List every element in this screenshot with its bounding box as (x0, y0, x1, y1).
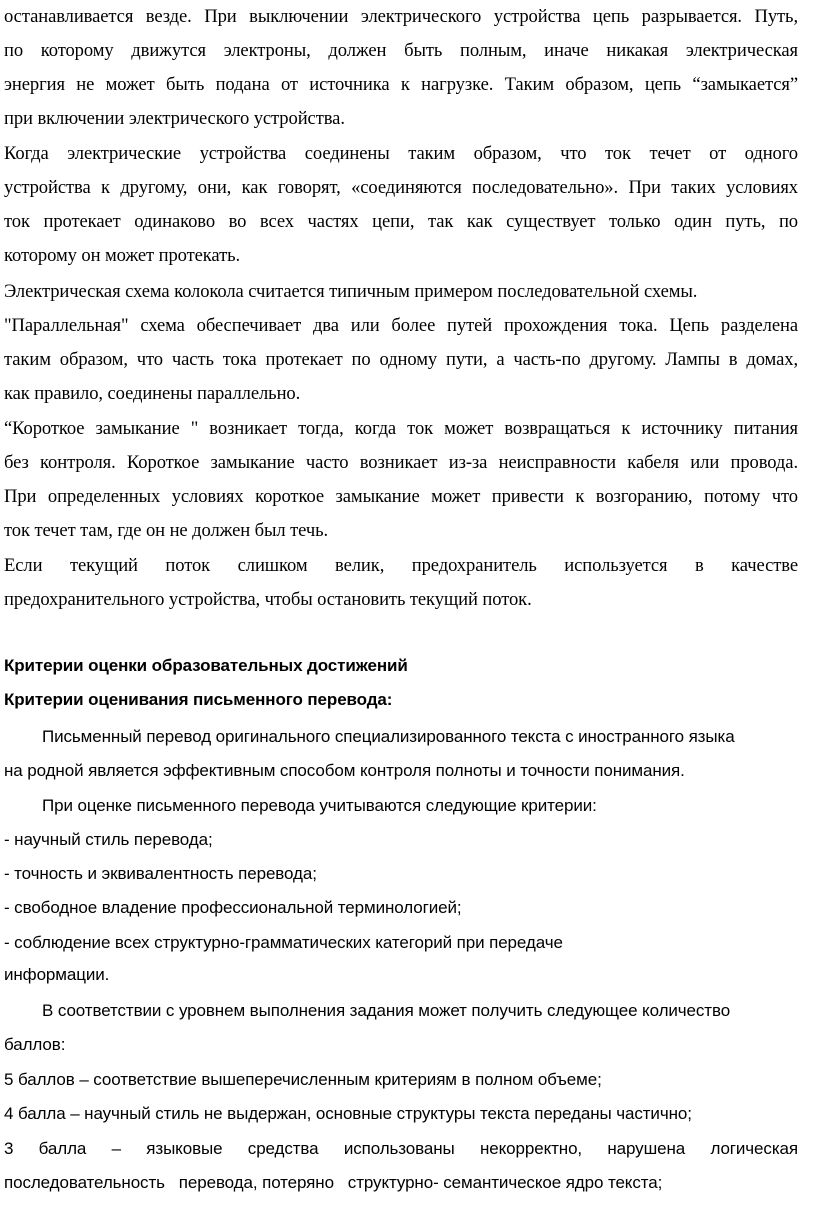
criteria-item: - свободное владение профессиональной терминологией; (4, 898, 462, 917)
criteria-item: информации. (4, 965, 110, 984)
scoring-intro-line: баллов: (4, 1035, 66, 1054)
paragraph-line: таким образом, что часть тока протекает по одному пути, а часть-по другому. Лампы в домах, (4, 349, 798, 370)
section-heading: Критерии оценки образовательных достижений (4, 656, 408, 675)
paragraph-line: без контроля. Короткое замыкание часто возникает из-за неисправности кабеля или провода. (4, 452, 798, 473)
paragraph-line: ток протекает одинаково во всех частях цепи, так как существует только один путь, по (4, 211, 798, 232)
criteria-item: - соблюдение всех структурно-грамматических категорий при передаче (4, 933, 563, 952)
criteria-item: - точность и эквивалентность перевода; (4, 864, 317, 883)
paragraph-line: "Параллельная" схема обеспечивает два или более путей прохождения тока. Цепь разделена (4, 315, 798, 336)
paragraph-line: Электрическая схема колокола считается типичным примером последовательной схемы. (4, 281, 698, 302)
paragraph-line: при включении электрического устройства. (4, 108, 345, 129)
paragraph-line: Когда электрические устройства соединены таким образом, что ток течет от одного (4, 143, 798, 164)
paragraph-line: останавливается везде. При выключении электрического устройства цепь разрывается. Путь, (4, 6, 798, 27)
criteria-intro-line: Письменный перевод оригинального специализированного текста с иностранного языка (42, 727, 735, 746)
score-line: 4 балла – научный стиль не выдержан, основные структуры текста переданы частично; (4, 1104, 692, 1123)
paragraph-line: Если текущий поток слишком велик, предохранитель используется в качестве (4, 555, 798, 576)
paragraph-line: устройства к другому, они, как говорят, «соединяются последовательно». При таких условиях (4, 177, 798, 198)
paragraph-line: энергия не может быть подана от источника к нагрузке. Таким образом, цепь “замыкается” (4, 74, 798, 95)
paragraph-line: “Короткое замыкание " возникает тогда, когда ток может возвращаться к источнику питания (4, 418, 798, 439)
score-line: последовательность перевода, потеряно структурно- семантическое ядро текста; (4, 1173, 663, 1192)
scoring-intro-line: В соответствии с уровнем выполнения задания может получить следующее количество (42, 1001, 731, 1020)
paragraph-line: предохранительного устройства, чтобы остановить текущий поток. (4, 589, 532, 610)
criteria-intro-line: на родной является эффективным способом контроля полноты и точности понимания. (4, 761, 685, 780)
paragraph-line: которому он может протекать. (4, 245, 241, 266)
paragraph-line: как правило, соединены параллельно. (4, 383, 301, 404)
criteria-item: - научный стиль перевода; (4, 830, 213, 849)
score-line: 5 баллов – соответствие вышеперечисленным критериям в полном объеме; (4, 1070, 602, 1089)
paragraph-line: При определенных условиях короткое замыкание может привести к возгоранию, потому что (4, 486, 798, 507)
paragraph-line: ток течет там, где он не должен был течь. (4, 520, 329, 541)
score-line: 3 балла – языковые средства использованы некорректно, нарушена логическая (4, 1139, 798, 1158)
subsection-heading: Критерии оценивания письменного перевода: (4, 690, 393, 709)
paragraph-line: по которому движутся электроны, должен быть полным, иначе никакая электрическая (4, 40, 798, 61)
criteria-lead: При оценке письменного перевода учитываются следующие критерии: (42, 796, 597, 815)
